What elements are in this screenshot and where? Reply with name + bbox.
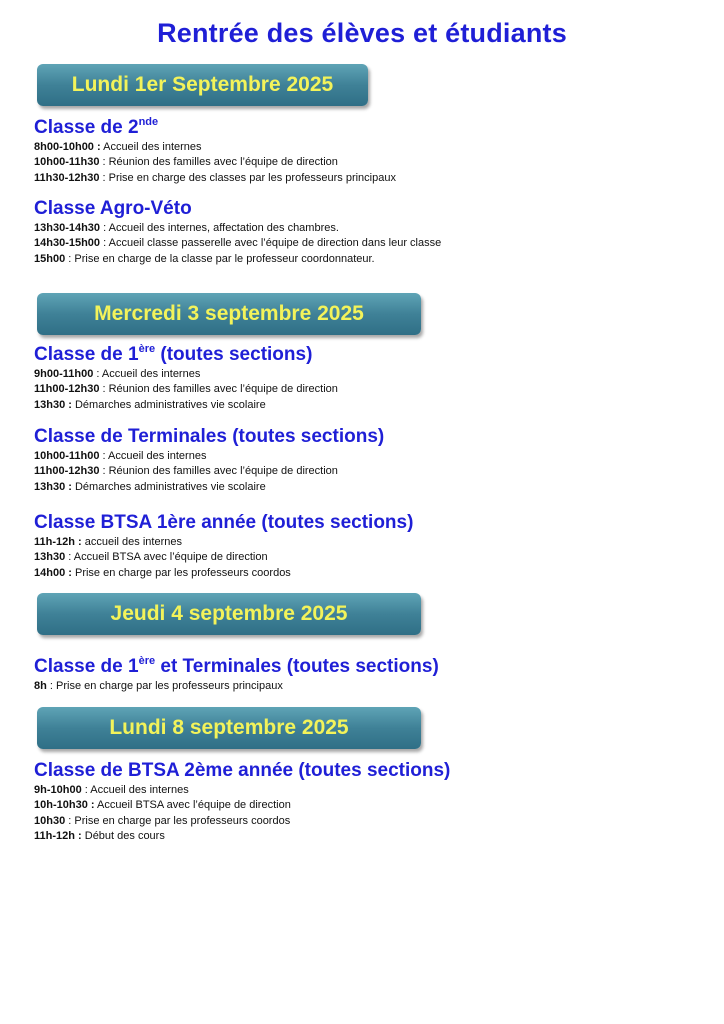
schedule-line: 13h30 : Démarches administratives vie scolaire [34,480,266,493]
class-heading: Classe BTSA 1ère année (toutes sections) [34,512,414,533]
schedule-line: 14h00 : Prise en charge par les professeurs coordos [34,566,291,579]
class-section-btsa-1 [34,511,413,581]
class-section-terminales [34,425,384,495]
class-section-btsa-2 [34,759,450,844]
schedule-line: 8h : Prise en charge par les professeurs principaux [34,680,283,692]
class-section-seconde [34,111,396,186]
day-banner-monday-1: Lundi 1er Septembre 2025 [37,64,368,106]
schedule-line: 15h00 : Prise en charge de la classe par le professeur coordonnateur. [34,252,375,265]
day-banner-thursday-4: Jeudi 4 septembre 2025 [37,593,421,635]
class-heading: Classe de 1ère et Terminales (toutes sections) [34,655,439,677]
class-section-premiere [34,338,338,413]
class-heading: Classe Agro-Véto [34,198,192,219]
schedule-line: 10h00-11h30 : Réunion des familles avec l’équipe de direction [34,156,338,169]
day-banner-wednesday-3: Mercredi 3 septembre 2025 [37,293,421,335]
schedule-line: 11h-12h : accueil des internes [34,536,182,548]
day-banner-monday-8: Lundi 8 septembre 2025 [37,707,421,749]
schedule-line: 11h-12h : Début des cours [34,829,165,842]
schedule-line: 9h-10h00 : Accueil des internes [34,784,189,796]
class-heading: Classe de 1ère (toutes sections) [34,343,313,365]
schedule-line: 8h00-10h00 : Accueil des internes [34,141,202,153]
schedule-line: 11h00-12h30 : Réunion des familles avec l’équipe de direction [34,383,338,396]
class-section-agro-veto [34,197,441,267]
schedule-line: 10h30 : Prise en charge par les professeurs coordos [34,814,291,827]
page-title: Rentrée des élèves et étudiants [157,18,567,48]
class-heading: Classe de BTSA 2ème année (toutes sections) [34,760,451,781]
schedule-line: 10h-10h30 : Accueil BTSA avec l’équipe de direction [34,799,291,812]
class-section-premiere-terminales [34,650,439,694]
class-heading: Classe de Terminales (toutes sections) [34,426,385,447]
schedule-line: 14h30-15h00 : Accueil classe passerelle avec l’équipe de direction dans leur classe [34,237,442,250]
schedule-line: 9h00-11h00 : Accueil des internes [34,368,201,380]
schedule-line: 10h00-11h00 : Accueil des internes [34,450,207,462]
schedule-line: 13h30 : Démarches administratives vie scolaire [34,398,266,411]
schedule-line: 11h30-12h30 : Prise en charge des classes par les professeurs principaux [34,171,396,184]
schedule-line: 13h30 : Accueil BTSA avec l’équipe de direction [34,551,268,564]
schedule-line: 11h00-12h30 : Réunion des familles avec l’équipe de direction [34,465,338,478]
schedule-line: 13h30-14h30 : Accueil des internes, affectation des chambres. [34,222,339,234]
class-heading: Classe de 2nde [34,116,159,138]
